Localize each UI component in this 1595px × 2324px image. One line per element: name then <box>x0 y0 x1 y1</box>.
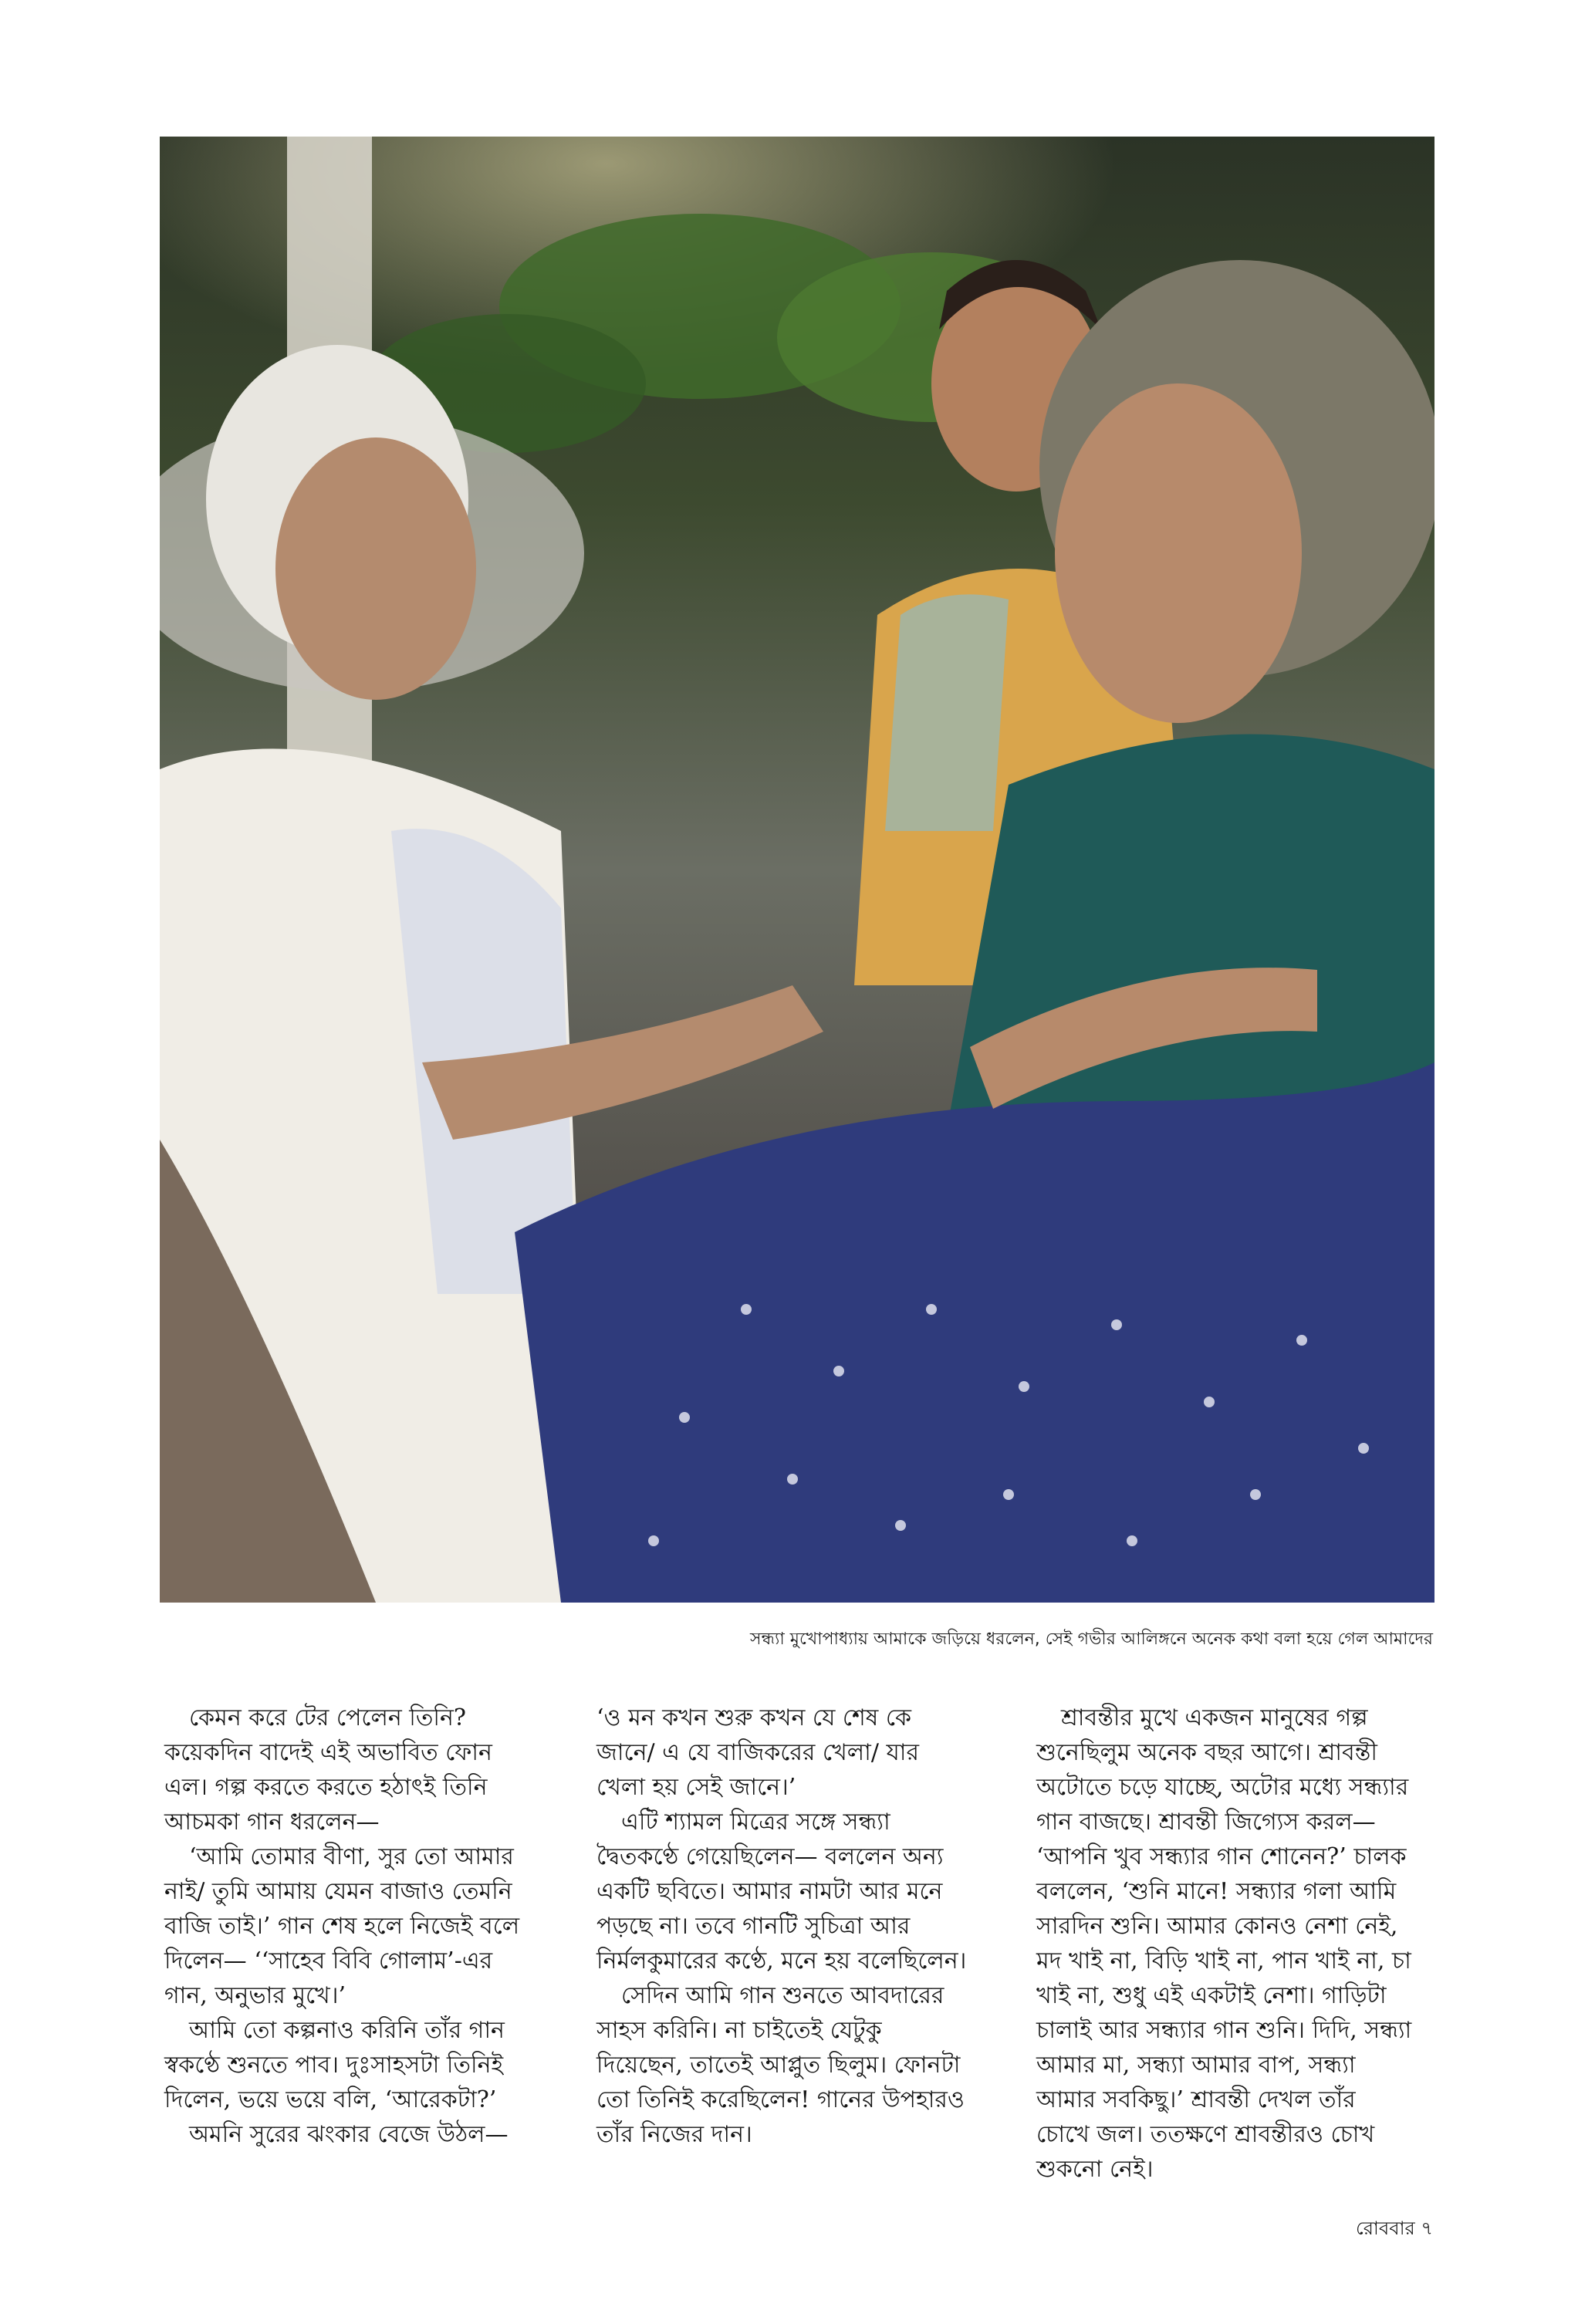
paragraph: ‘আমি তোমার বীণা, সুর তো আমার নাই/ তুমি আমায় যেমন বাজাও তেমনি বাজি তাই।’ গান শেষ হলে নিজেই বলে দিলেন— ‘‘সাহেব বিবি গোলাম’-এর গান, অনুভার মুখে।’ <box>164 1843 520 2009</box>
page-folio: রোববার ৭ <box>1355 2218 1433 2239</box>
paragraph: এটি শ্যামল মিত্রের সঙ্গে সন্ধ্যা দ্বৈতকণ্ঠে গেয়েছিলেন— বললেন অন্য একটি ছবিতে। আমার নামটা আর মনে পড়ছে না। তবে গানটি সুচিত্রা আর নির্মলকুমারের কণ্ঠে, মনে হয় বলেছিলেন। <box>596 1809 967 1974</box>
photo-illustration <box>160 137 1434 1603</box>
paragraph: অমনি সুরের ঝংকার বেজে উঠল— <box>189 2121 509 2148</box>
paragraph: সেদিন আমি গান শুনতে আবদারের সাহস করিনি। না চাইতেই যেটুকু দিয়েছেন, তাতেই আপ্লুত ছিলুম। ফোনটা তো তিনিই করেছিলেন! গানের উপহারও তাঁর নিজের দান। <box>596 1982 965 2148</box>
paragraph: কেমন করে টের পেলেন তিনি? কয়েকদিন বাদেই এই অভাবিত ফোন এল। গল্প করতে করতে হঠাৎই তিনি আচমকা গান ধরলেন— <box>164 1704 492 1836</box>
text-column-3 <box>1036 1701 1414 2187</box>
feature-photo <box>160 137 1434 1603</box>
photo-caption: সন্ধ্যা মুখোপাধ্যায় আমাকে জড়িয়ে ধরলেন, সেই গভীর আলিঙ্গনে অনেক কথা বলা হয়ে গেল আমাদের <box>750 1630 1433 1649</box>
paragraph: আমি তো কল্পনাও করিনি তাঁর গান স্বকণ্ঠে শুনতে পাব। দুঃসাহসটা তিনিই দিলেন, ভয়ে ভয়ে বলি, ‘আরেকটা?’ <box>164 2017 505 2113</box>
text-column-1 <box>164 1701 542 2152</box>
paragraph: ‘ও মন কখন শুরু কখন যে শেষ কে জানে/ এ যে বাজিকরের খেলা/ যার খেলা হয় সেই জানে।’ <box>596 1704 919 1801</box>
text-column-2 <box>596 1701 975 2152</box>
paragraph: শ্রাবন্তীর মুখে একজন মানুষের গল্প শুনেছিলুম অনেক বছর আগে। শ্রাবন্তী অটোতে চড়ে যাচ্ছে, অটোর মধ্যে সন্ধ্যার গান বাজছে। শ্রাবন্তী জিগ্যেস করল— ‘আপনি খুব সন্ধ্যার গান শোনেন?’ চালক বললেন, ‘শুনি মানে! সন্ধ্যার গলা আমি সারদিন শুনি। আমার কোনও নেশা নেই, মদ খাই না, বিড়ি খাই না, পান খাই না, চা খাই না, শুধু এই একটাই নেশা। গাড়িটা চালাই আর সন্ধ্যার গান শুনি। দিদি, সন্ধ্যা আমার মা, সন্ধ্যা আমার বাপ, সন্ধ্যা আমার সবকিছু।’ শ্রাবন্তী দেখল তাঁর চোখে জল। ততক্ষণে শ্রাবন্তীরও চোখ শুকনো নেই। <box>1036 1704 1412 2183</box>
